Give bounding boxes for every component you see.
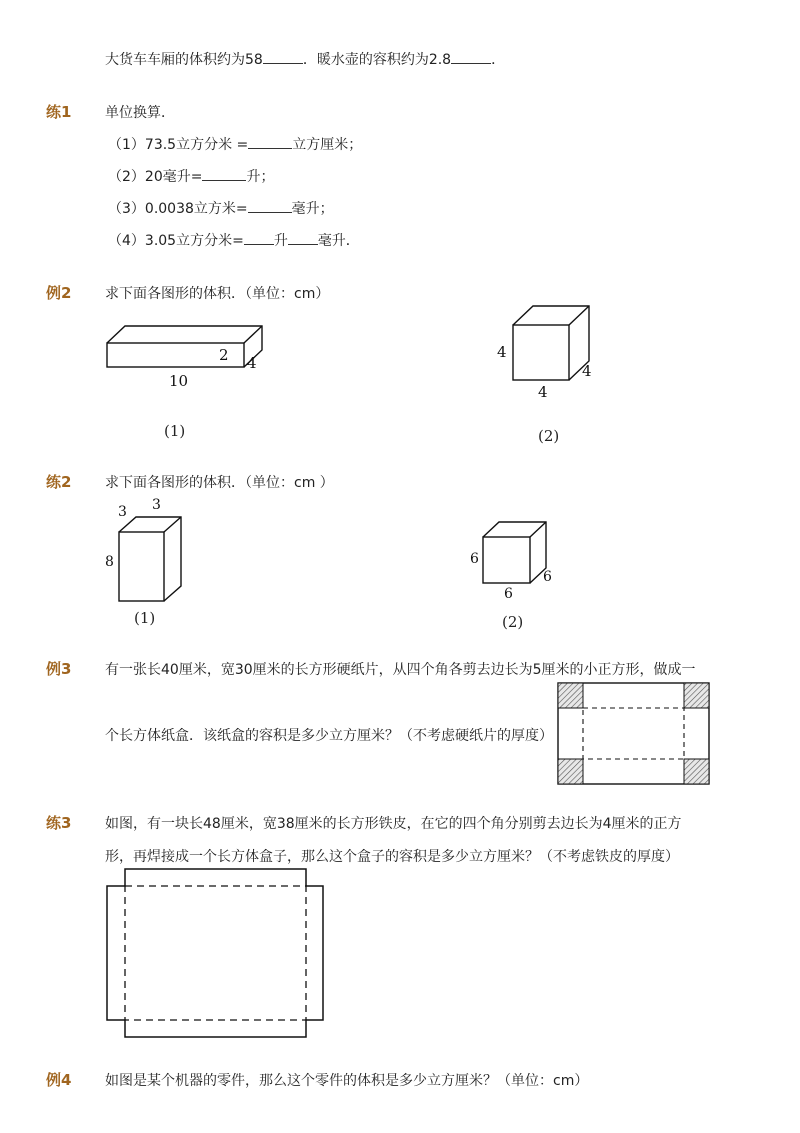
lian2-fig2-right-label: 6 bbox=[543, 569, 552, 585]
li2-fig2-caption: (2) bbox=[538, 427, 560, 445]
intro-text-1: 大货车车厢的体积约为58 bbox=[105, 52, 263, 68]
li2-fig1-caption: (1) bbox=[164, 422, 186, 440]
lian2-fig2-bottom-label: 6 bbox=[504, 586, 513, 602]
li2-fig1-width-label: 4 bbox=[247, 354, 257, 372]
lian2-fig1-caption: (1) bbox=[134, 609, 156, 627]
item-text: （2）20毫升= bbox=[108, 169, 203, 185]
fold-lines bbox=[125, 886, 306, 1020]
li2-fig1-height-label: 2 bbox=[219, 346, 229, 364]
item-text: （1）73.5立方分米 = bbox=[108, 137, 249, 153]
lian2-fig1-height-label: 8 bbox=[105, 554, 114, 570]
item-text: 升； bbox=[246, 169, 275, 185]
li2-fig2-left-label: 4 bbox=[497, 343, 507, 361]
lian1-tag: 练1 bbox=[46, 103, 72, 121]
lian3-line-1: 如图，有一块长48厘米，宽38厘米的长方形铁皮，在它的四个角分别剪去边长为4厘米的正方 bbox=[105, 816, 682, 832]
lian2-fig1-top-left-label: 3 bbox=[118, 504, 127, 520]
li2-fig2-right-label: 4 bbox=[582, 362, 592, 380]
li4-line-1: 如图是某个机器的零件，那么这个零件的体积是多少立方厘米？（单位：cm） bbox=[105, 1073, 589, 1089]
item-text: 毫升； bbox=[291, 201, 334, 217]
li2-fig1-length-label: 10 bbox=[169, 372, 189, 390]
li3-line-2: 个长方体纸盒．该纸盒的容积是多少立方厘米？（不考虑硬纸片的厚度） bbox=[105, 728, 553, 744]
li2-fig2-bottom-label: 4 bbox=[538, 383, 548, 401]
lian3-line-2: 形，再焊接成一个长方体盒子，那么这个盒子的容积是多少立方厘米？（不考虑铁皮的厚度） bbox=[105, 849, 679, 865]
lian2-fig2-caption: (2) bbox=[502, 613, 524, 631]
sheet-net-outline bbox=[107, 869, 323, 1037]
item-text: 升 bbox=[273, 233, 288, 249]
li2-title: 求下面各图形的体积．（单位：cm） bbox=[105, 286, 330, 302]
li3-line-1: 有一张长40厘米，宽30厘米的长方形硬纸片，从四个角各剪去边长为5厘米的小正方形，做成一 bbox=[105, 662, 696, 678]
li4-tag: 例4 bbox=[46, 1071, 72, 1089]
item-text: （4）3.05立方分米= bbox=[108, 233, 244, 249]
item-text: 立方厘米； bbox=[292, 137, 363, 153]
lian2-title: 求下面各图形的体积．（单位：cm ） bbox=[105, 475, 334, 491]
intro-text-2: ．暖水壶的容积约为2.8 bbox=[302, 52, 452, 68]
lian2-fig2-left-label: 6 bbox=[470, 551, 479, 567]
item-text: （3）0.0038立方米= bbox=[108, 201, 248, 217]
item-text: 毫升． bbox=[317, 233, 360, 249]
intro-text-3: ． bbox=[491, 52, 506, 68]
lian1-title: 单位换算． bbox=[105, 105, 175, 121]
lian2-tag: 练2 bbox=[46, 473, 72, 491]
lian3-tag: 练3 bbox=[46, 814, 72, 832]
li2-tag: 例2 bbox=[46, 284, 72, 302]
lian2-fig1-top-right-label: 3 bbox=[152, 497, 161, 513]
li3-tag: 例3 bbox=[46, 660, 72, 678]
